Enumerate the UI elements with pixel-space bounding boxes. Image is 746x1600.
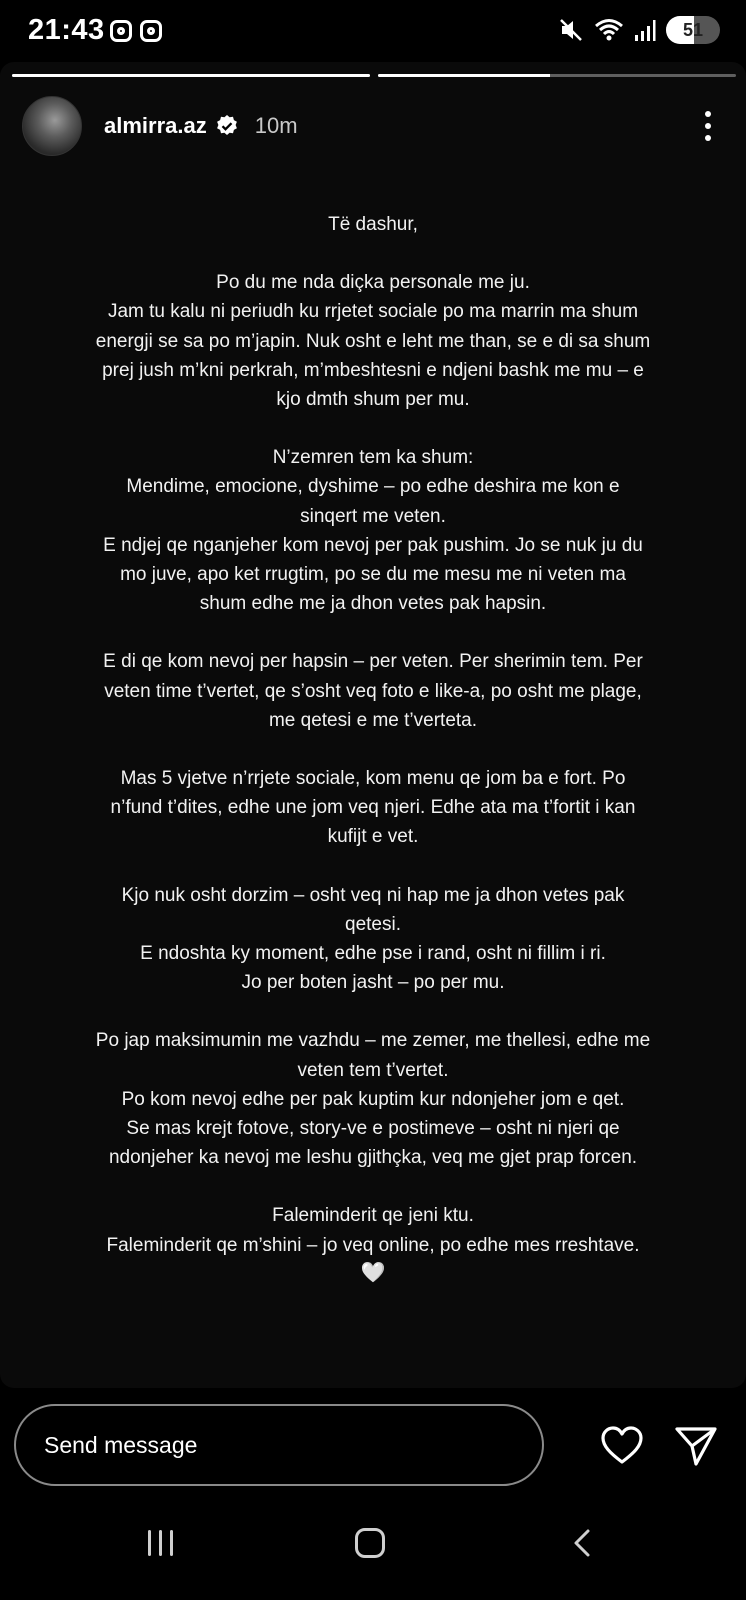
letter-line: E ndoshta ky moment, edhe pse i rand, osht ni fillim i ri. (140, 943, 606, 965)
signal-icon (634, 18, 656, 42)
back-icon[interactable] (568, 1528, 598, 1558)
letter-paragraph (60, 1026, 686, 1172)
letter-line: Faleminderit qe jeni ktu. (272, 1205, 474, 1227)
story-progress-segment (378, 74, 736, 77)
instagram-icon (140, 20, 162, 42)
story-viewer[interactable] (0, 62, 746, 1388)
status-time: 21:43 (28, 14, 105, 46)
letter-line: ndonjeher ka nevoj me leshu gjithçka, veq me gjet prap forcen. (108, 1147, 638, 1169)
letter-paragraph (60, 1201, 686, 1259)
letter-line: Jam tu kalu ni periudh ku rrjetet sociale po ma marrin ma shum (107, 301, 639, 323)
more-options-icon[interactable] (690, 104, 726, 148)
status-system-icons (558, 16, 720, 44)
letter-line: Faleminderit qe m’shini – jo veq online, po edhe mes rreshtave. (106, 1234, 640, 1256)
letter-line: veten tem t’vertet. (297, 1059, 449, 1081)
story-progress-segment (12, 74, 370, 77)
story-header (22, 96, 726, 156)
letter-line: N’zemren tem ka shum: (272, 447, 474, 469)
letter-line: Se mas krejt fotove, story-ve e postimeve – osht ni njeri qe (126, 1118, 620, 1140)
story-letter-text (60, 210, 686, 1286)
avatar[interactable] (22, 96, 82, 156)
send-icon[interactable] (674, 1424, 718, 1468)
send-message-input[interactable] (14, 1404, 544, 1486)
letter-line: Po du me nda diçka personale me ju. (216, 272, 530, 294)
letter-paragraph (60, 764, 686, 852)
story-progress (12, 74, 736, 77)
wifi-icon (594, 17, 624, 43)
letter-line: kufijt e vet. (327, 826, 419, 848)
letter-paragraph (60, 881, 686, 998)
letter-line: E ndjej qe nganjeher kom nevoj per pak pushim. Jo se nuk ju du (103, 534, 643, 556)
status-bar (0, 0, 746, 62)
letter-line: kjo dmth shum per mu. (276, 389, 470, 411)
story-timestamp: 10m (254, 113, 298, 138)
username[interactable]: almirra.az (104, 113, 207, 138)
system-nav-bar (0, 1500, 746, 1600)
letter-line: Mas 5 vjetve n’rrjete sociale, kom menu qe jom ba e fort. Po (120, 768, 626, 790)
battery-level: 51 (682, 19, 704, 40)
letter-line: Mendime, emocione, dyshime – po edhe deshira me kon e (126, 476, 620, 498)
instagram-icon (110, 20, 132, 42)
letter-line: Kjo nuk osht dorzim – osht veq ni hap me ja dhon vetes pak (121, 884, 625, 906)
letter-line: prej jush m’kni perkrah, m’mbeshtesni e ndjeni bashk me mu – e (102, 359, 644, 381)
letter-line: Po jap maksimumin me vazhdu – me zemer, me thellesi, edhe me (95, 1030, 651, 1052)
recent-apps-icon[interactable] (148, 1530, 173, 1556)
mute-vibrate-icon (558, 17, 584, 43)
letter-paragraph (60, 268, 686, 414)
send-message-placeholder: Send message (44, 1431, 198, 1458)
battery-indicator (666, 16, 720, 44)
letter-paragraph (60, 443, 686, 618)
letter-line: shum edhe me ja dhon vetes pak hapsin. (199, 593, 547, 615)
letter-line: me qetesi e me t’verteta. (268, 709, 478, 731)
letter-paragraph (60, 647, 686, 735)
letter-line: veten time t’vertet, qe s’osht veq foto e like-a, po osht me plage, (104, 680, 642, 702)
letter-line: Po kom nevoj edhe per pak kuptim kur ndonjeher jom e qet. (121, 1088, 625, 1110)
letter-line: Jo per boten jasht – po per mu. (241, 972, 505, 994)
letter-line: n’fund t’dites, edhe une jom veq njeri. Edhe ata ma t’fortit i kan (110, 797, 636, 819)
letter-line: sinqert me veten. (300, 505, 446, 527)
heart-icon[interactable] (600, 1424, 644, 1468)
verified-badge-icon (215, 114, 239, 138)
home-icon[interactable] (355, 1528, 385, 1558)
letter-greeting: Të dashur, (328, 214, 418, 235)
status-notification-icons (110, 20, 162, 42)
white-heart-emoji: 🤍 (360, 1261, 386, 1284)
letter-line: energji se sa po m’japin. Nuk osht e leht me than, se e di sa shum (95, 330, 651, 352)
letter-line: E di qe kom nevoj per hapsin – per veten. Per sherimin tem. Per (103, 651, 643, 673)
letter-line: qetesi. (345, 913, 401, 935)
reply-bar (0, 1388, 746, 1498)
letter-line: mo juve, apo ket rrugtim, po se du me mesu me ni veten ma (120, 564, 626, 586)
